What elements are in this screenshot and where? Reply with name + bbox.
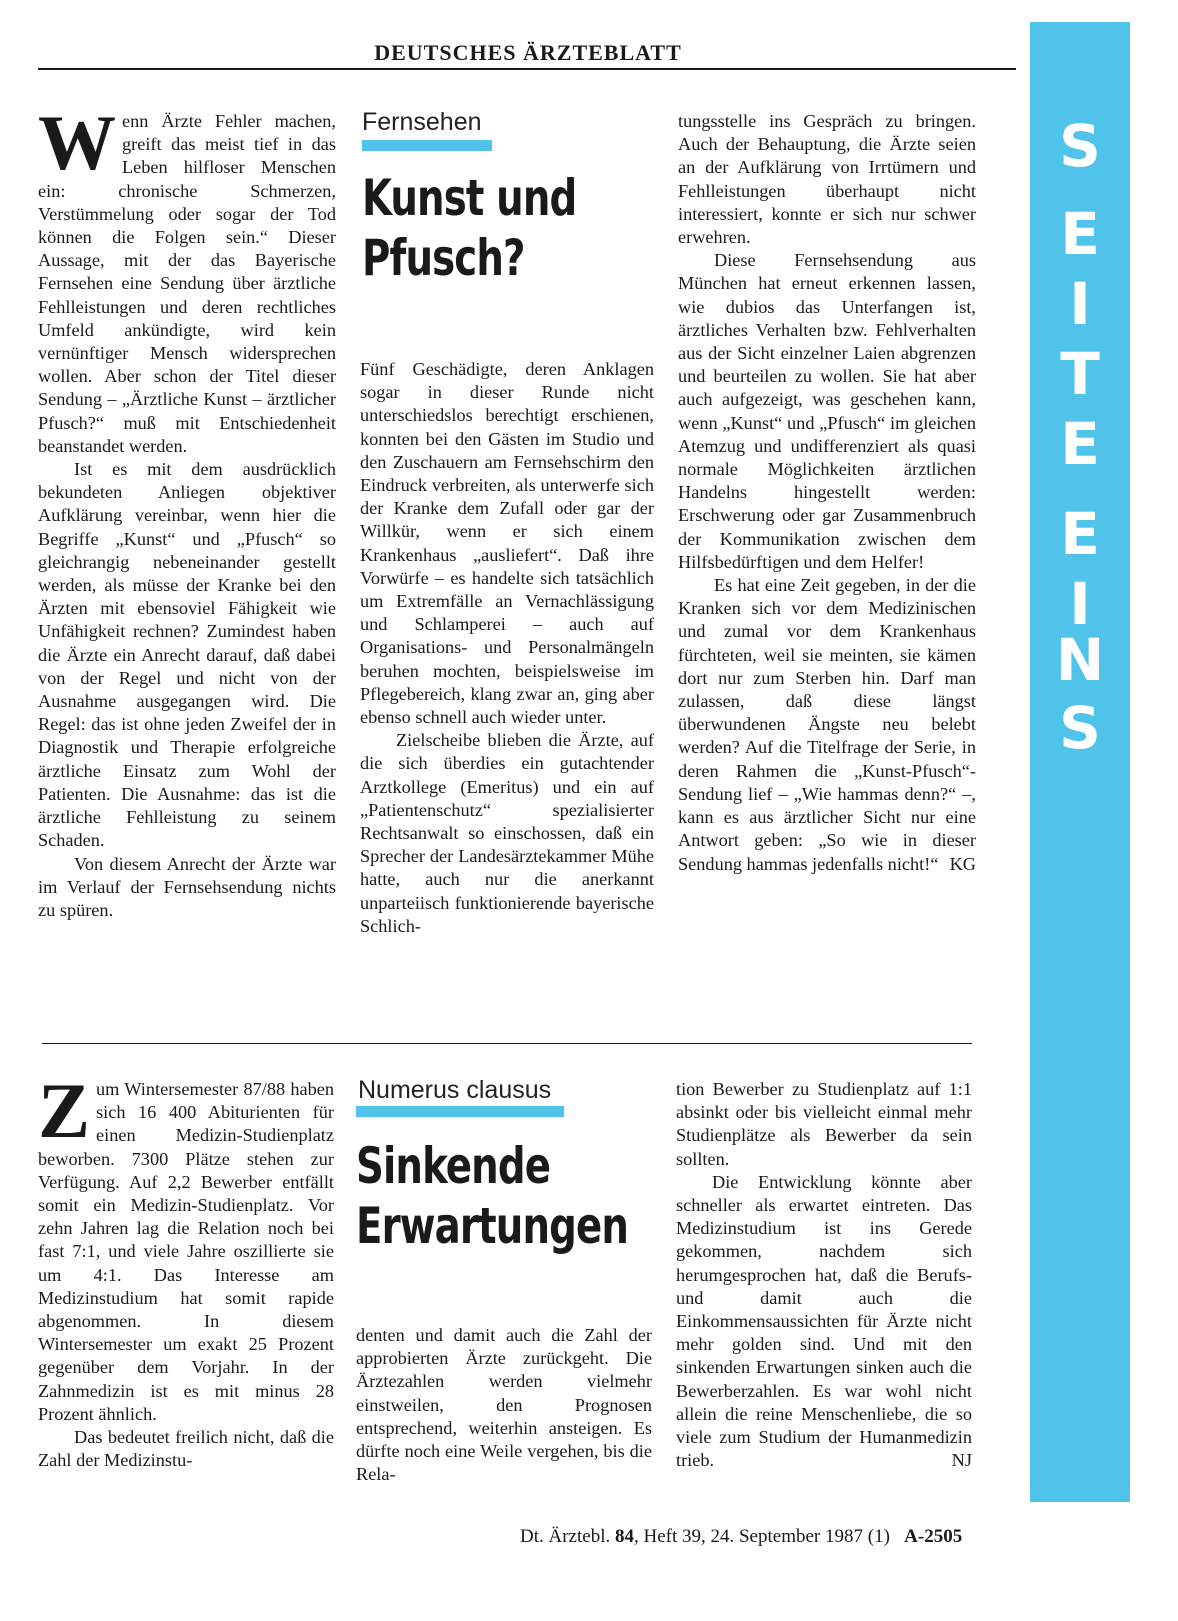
dropcap: Z	[38, 1067, 91, 1154]
section-divider	[42, 1043, 972, 1044]
paragraph: Das bedeutet freilich nicht, daß die Zahl der Medizinstu-	[38, 1427, 334, 1471]
page-number: A-2505	[904, 1526, 963, 1547]
footer-journal: Dt. Ärztebl.	[520, 1526, 611, 1547]
sidebar-letter: S	[1059, 112, 1101, 180]
headline-line: Erwartungen	[356, 1197, 629, 1255]
article2-col3	[676, 1078, 972, 1473]
footer-issue: , Heft 39, 24. September 1987 (1)	[633, 1526, 890, 1547]
author-signature: KG	[949, 853, 976, 874]
sidebar-letter: E	[1060, 500, 1100, 568]
paragraph: Fünf Geschädigte, deren Anklagen sogar in dieser Runde nicht unterschiedslos berechtigt erschienen, konnten bei den Gästen im Studio und den Zuschauern am Fernsehschirm den Eindruck verbreiten, als unterwerfe sich der Kranke dem Zufall oder gar der Willkür, wenn er sich einem Krankenhaus „ausliefert“. Daß ihre Vorwürfe – es handelte sich tatsächlich um Extremfälle an Vernachlässigung und Schlamperei – auch auf Organisations- und Personalmängeln beruhen mochten, beispielsweise im Pflegebereich, klang zwar an, ging aber ebenso schnell auch wieder unter.	[360, 359, 654, 728]
paragraph: um Wintersemester 87/88 haben sich 16 400 Abiturienten für einen Medizin-Studienplatz beworben. 7300 Plätze stehen zur Verfügung. Auf 2,2 Bewerber entfällt somit ein Medizin-Studienplatz. Vor zehn Jahren lag die Relation noch bei fast 7:1, und viele Jahre oszillierte sie um 4:1. Das Interesse am Medizinstudium hat somit rapide abgenommen. In diesem Wintersemester um exakt 25 Prozent gegenüber dem Vorjahr. In der Zahnmedizin ist es mit minus 28 Prozent ähnlich.	[38, 1079, 334, 1424]
paragraph: denten und damit auch die Zahl der approbierten Ärzte zurückgeht. Die Ärztezahlen werden vielmehr einstweilen, den Prognosen entsprechend, weiterhin ansteigen. Es dürfte noch eine Weile vergehen, bis die Rela-	[356, 1325, 652, 1485]
article1-col1	[38, 99, 336, 922]
kicker-bar	[362, 140, 492, 151]
dropcap: W	[38, 99, 116, 186]
paragraph: Zielscheibe blieben die Ärzte, auf die sich überdies ein gutachtender Arztkollege (Emeritus) und ein auf „Patientenschutz“ spezialisierter Rechtsanwalt so einschossen, daß ein Sprecher der Landesärztekammer Mühe hatte, auch nur die anerkannt unparteiisch funktionierende bayerische Schlich-	[360, 730, 654, 936]
sidebar-letter: E	[1060, 200, 1100, 268]
journal-header: DEUTSCHES ÄRZTEBLATT	[374, 40, 682, 65]
author-signature: NJ	[951, 1450, 972, 1471]
sidebar-letter: E	[1060, 410, 1100, 478]
sidebar-letter: I	[1069, 570, 1091, 638]
sidebar-letter: I	[1069, 270, 1091, 338]
headline-line: Pfusch?	[362, 229, 525, 287]
sidebar-letter: S	[1059, 694, 1101, 762]
paragraph: Es hat eine Zeit gegeben, in der die Kranken sich vor dem Medizinischen und zumal vor dem Krankenhaus fürchteten, weil sie meinten, sie kämen dort nur zum Sterben hin. Darf man zulassen, daß diese längst überwundenen Ängste neu belebt werden? Auf die Titelfrage der Serie, in deren Rahmen die „Kunst-Pfusch“-Sendung lief – „Wie hammas denn?“ –, kann es aus ärztlicher Sicht nur eine Antwort geben: „So wie in dieser Sendung hammas jedenfalls nicht!“	[678, 575, 976, 874]
paragraph: Diese Fernsehsendung aus München hat erneut erkennen lassen, wie dubios das Unterfangen ist, ärztliches Verhalten bzw. Fehlverhalten aus der Sicht einzelner Laien abgrenzen und beurteilen zu wollen. Sie hat aber auch aufgezeigt, was geschehen kann, wenn „Kunst“ und „Pfusch“ im gleichen Atemzug und undifferenziert als quasi normale Möglichkeiten ärztlichen Handelns hingestellt werden: Erschwerung oder gar Zusammenbruch der Kommunikation zwischen dem Hilfsbedürftigen und dem Helfer!	[678, 250, 976, 572]
paragraph: enn Ärzte Fehler machen, greift das meist tief in das Leben hilfloser Menschen ein: chronische Schmerzen, Verstümmelung oder sogar der Tod können die Folgen sein.“ Dieser Aussage, mit der das Bayerische Fernsehen eine Sendung über ärztliche Fehlleistungen und deren rechtliches Umfeld ankündigte, wird kein vernünftiger Mensch widersprechen wollen. Aber schon der Titel dieser Sendung – „Ärztliche Kunst – ärztlicher Pfusch?“ muß mit Entschiedenheit beanstandet werden.	[38, 111, 336, 456]
article2-col2	[356, 1324, 652, 1486]
article1-headline	[362, 168, 646, 288]
seite-eins-sidebar	[1030, 22, 1130, 1502]
paragraph: tion Bewerber zu Studienplatz auf 1:1 absinkt oder bis vielleicht einmal mehr Studienplätze als Bewerber da sein sollten.	[676, 1079, 972, 1169]
paragraph: Die Entwicklung könnte aber schneller als erwartet eintreten. Das Medizinstudium ist ins Gerede gekommen, nachdem sich herumgesprochen hat, daß die Berufs- und damit auch die Einkommensaussichten für Ärzte nicht mehr golden sind. Und mit den sinkenden Erwartungen sinken auch die Bewerberzahlen. Es war wohl nicht allein die reine Menschenliebe, die so viele zum Studium der Humanmedizin trieb.	[676, 1171, 972, 1471]
headline-line: Kunst und	[362, 169, 577, 227]
paragraph: Ist es mit dem ausdrücklich bekundeten Anliegen objektiver Aufklärung vereinbar, wenn hier die Begriffe „Kunst“ und „Pfusch“ so gleichrangig nebeneinander gestellt werden, als müsse der Kranke bei den Ärzten mit ebensoviel Fähigkeit wie Unfähigkeit rechnen? Zumindest haben die Ärzte ein Anrecht darauf, daß dabei von der Regel und nicht von der Ausnahme ausgegangen wird. Die Regel: das ist ohne jeden Zweifel der in Diagnostik und Therapie erfolgreiche ärztliche Einsatz zum Wohl der Patienten. Die Ausnahme: das ist die ärztliche Fehlleistung zu seinem Schaden.	[38, 459, 336, 851]
header-rule	[38, 68, 1016, 70]
article2-col1	[38, 1067, 334, 1472]
page-footer	[520, 1526, 962, 1548]
article1-kicker: Fernsehen	[362, 108, 482, 136]
article1-col2	[360, 358, 654, 938]
article1-col3	[678, 110, 976, 876]
footer-volume: 84	[614, 1526, 634, 1547]
kicker-bar	[356, 1106, 564, 1117]
headline-line: Sinkende	[356, 1137, 551, 1195]
paragraph: Von diesem Anrecht der Ärzte war im Verlauf der Fernsehsendung nichts zu spüren.	[38, 853, 336, 920]
sidebar-letter: N	[1055, 626, 1105, 694]
article2-headline	[356, 1136, 648, 1256]
sidebar-letter: T	[1060, 340, 1100, 408]
paragraph: tungsstelle ins Gespräch zu bringen. Auch der Behauptung, die Ärzte seien an der Aufklärung von Irrtümern und Fehlleistungen überhaupt nicht interessiert, konnte er sich nur schwer erwehren.	[678, 111, 976, 248]
article2-kicker: Numerus clausus	[358, 1076, 552, 1104]
